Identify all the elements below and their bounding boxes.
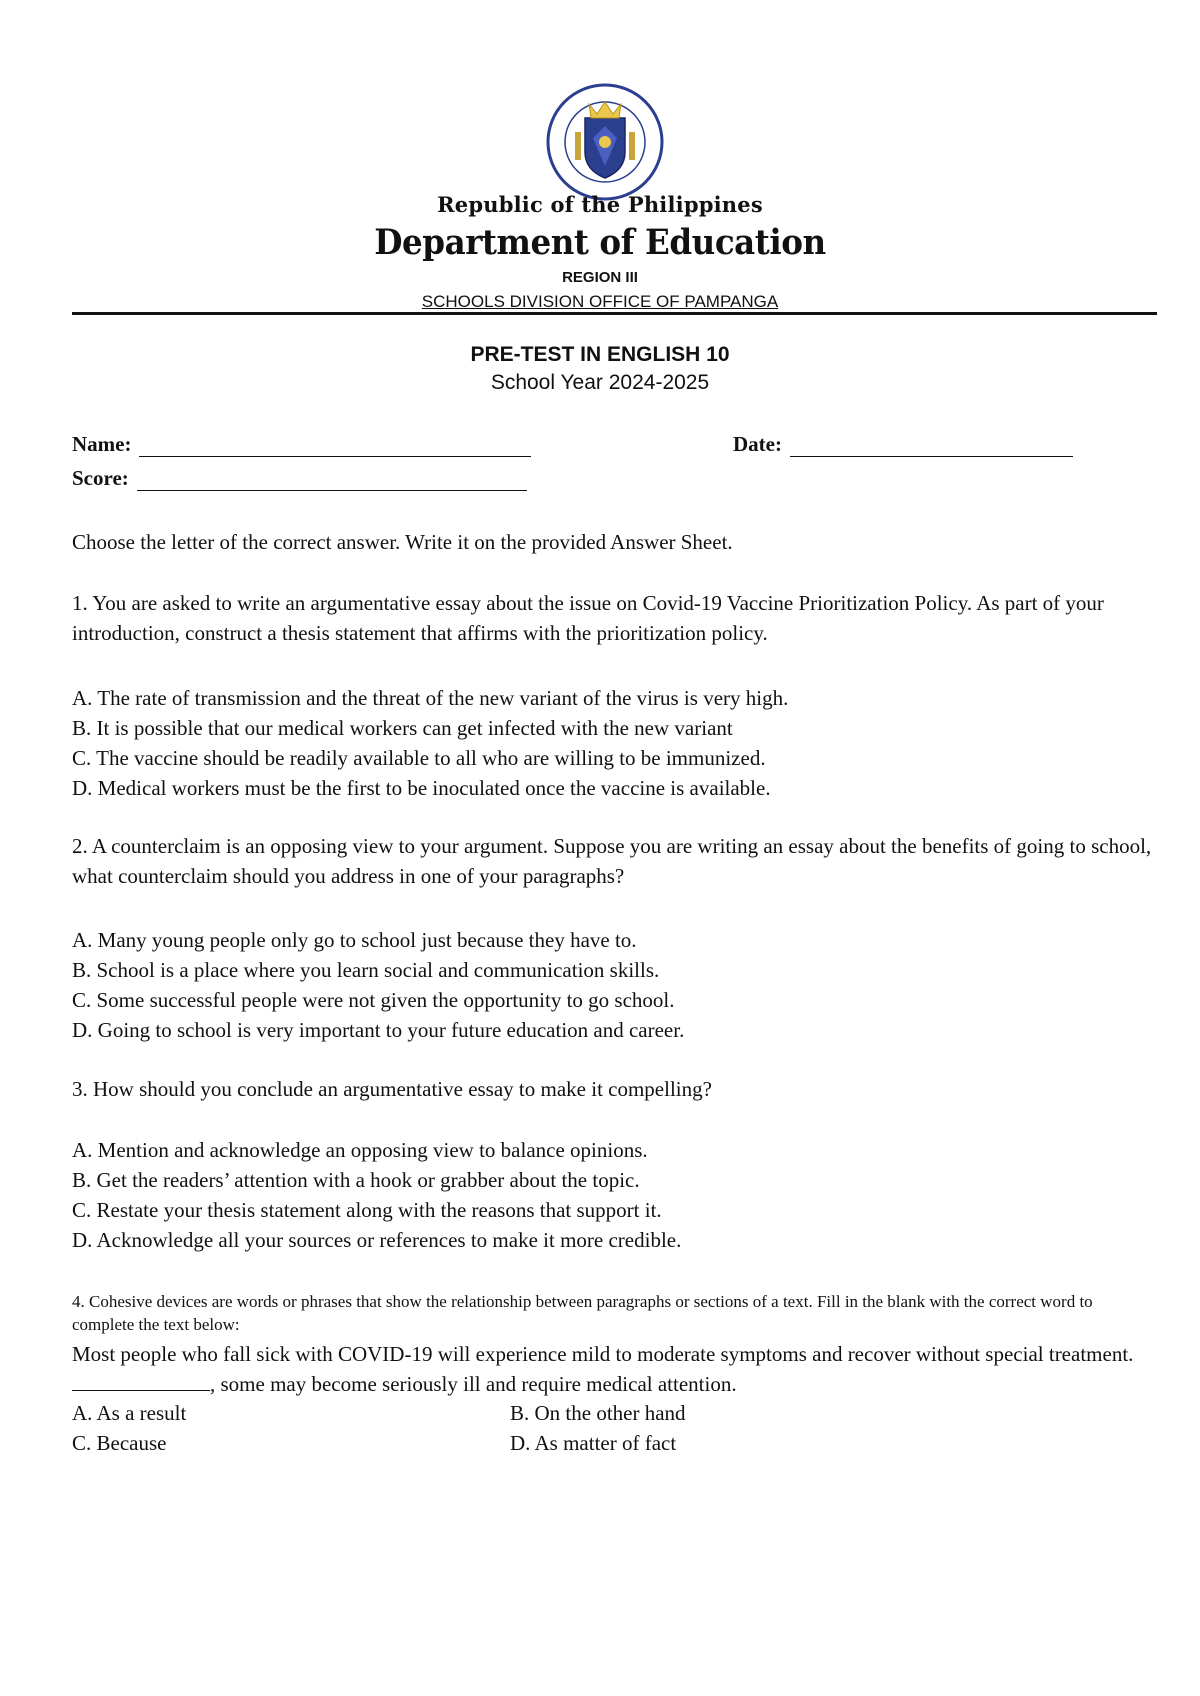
question-3 [72, 1074, 1152, 1104]
option-b: B. School is a place where you learn social and communication skills. [72, 958, 660, 982]
school-year: School Year 2024-2025 [490, 371, 710, 394]
option-d: D. Medical workers must be the first to be inoculated once the vaccine is available. [72, 776, 771, 800]
option-a: A. Many young people only go to school just because they have to. [72, 928, 637, 952]
region-label: REGION III [562, 269, 638, 286]
department-heading: Department of Education [374, 222, 826, 263]
question-2 [72, 831, 1152, 891]
division-label: SCHOOLS DIVISION OFFICE OF PAMPANGA [421, 292, 779, 311]
test-title: PRE-TEST IN ENGLISH 10 [470, 343, 730, 366]
instructions: Choose the letter of the correct answer. Write it on the provided Answer Sheet. [72, 530, 733, 554]
score-field [72, 466, 527, 491]
option-b: B. It is possible that our medical workers can get infected with the new variant [72, 716, 733, 740]
question-4-options [72, 1398, 1152, 1458]
option-b: B. Get the readers’ attention with a hook or grabber about the topic. [72, 1168, 640, 1192]
option-d: D. As matter of fact [510, 1431, 677, 1455]
question-1-options [72, 683, 1152, 803]
option-b: B. On the other hand [510, 1401, 686, 1425]
name-blank[interactable] [139, 438, 531, 457]
option-d: D. Acknowledge all your sources or references to make it more credible. [72, 1228, 682, 1252]
option-c: C. The vaccine should be readily available to all who are willing to be immunized. [72, 746, 766, 770]
date-label: Date: [733, 432, 782, 456]
option-c: C. Some successful people were not given the opportunity to go school. [72, 988, 675, 1012]
date-field [733, 432, 1073, 457]
option-c: C. Restate your thesis statement along with the reasons that support it. [72, 1198, 662, 1222]
question-3-options [72, 1135, 1152, 1255]
question-stem: 4. Cohesive devices are words or phrases that show the relationship between paragraphs or sections of a text. Fill in the blank with the correct word to complete the text below: [72, 1292, 1093, 1334]
republic-heading: Republic of the Philippines [437, 192, 763, 217]
answer-blank[interactable] [72, 1374, 210, 1391]
deped-seal-icon [545, 82, 665, 202]
score-label: Score: [72, 466, 129, 490]
score-blank[interactable] [137, 472, 527, 491]
option-a: A. As a result [72, 1401, 187, 1425]
question-2-options [72, 925, 1152, 1045]
question-stem: 1. You are asked to write an argumentative essay about the issue on Covid-19 Vaccine Prioritization Policy. As part of your introduction, construct a thesis statement that affirms with the prioritization policy. [72, 591, 1104, 645]
option-c: C. Because [72, 1431, 167, 1455]
question-1 [72, 588, 1152, 648]
option-a: A. The rate of transmission and the threat of the new variant of the virus is very high. [72, 686, 789, 710]
question-4 [72, 1290, 1152, 1336]
question-stem: 2. A counterclaim is an opposing view to your argument. Suppose you are writing an essay about the benefits of going to school, what counterclaim should you address in one of your paragraphs? [72, 834, 1152, 888]
date-blank[interactable] [790, 438, 1073, 457]
option-d: D. Going to school is very important to your future education and career. [72, 1018, 685, 1042]
passage-after: , some may become seriously ill and require medical attention. [210, 1372, 737, 1396]
name-label: Name: [72, 432, 132, 456]
passage-before: Most people who fall sick with COVID-19 will experience mild to moderate symptoms and recover without special treatment. [72, 1342, 1134, 1366]
question-stem: 3. How should you conclude an argumentative essay to make it compelling? [72, 1077, 712, 1101]
header-divider [72, 312, 1157, 315]
name-field [72, 432, 531, 457]
question-4-passage [72, 1339, 1152, 1399]
option-a: A. Mention and acknowledge an opposing view to balance opinions. [72, 1138, 648, 1162]
